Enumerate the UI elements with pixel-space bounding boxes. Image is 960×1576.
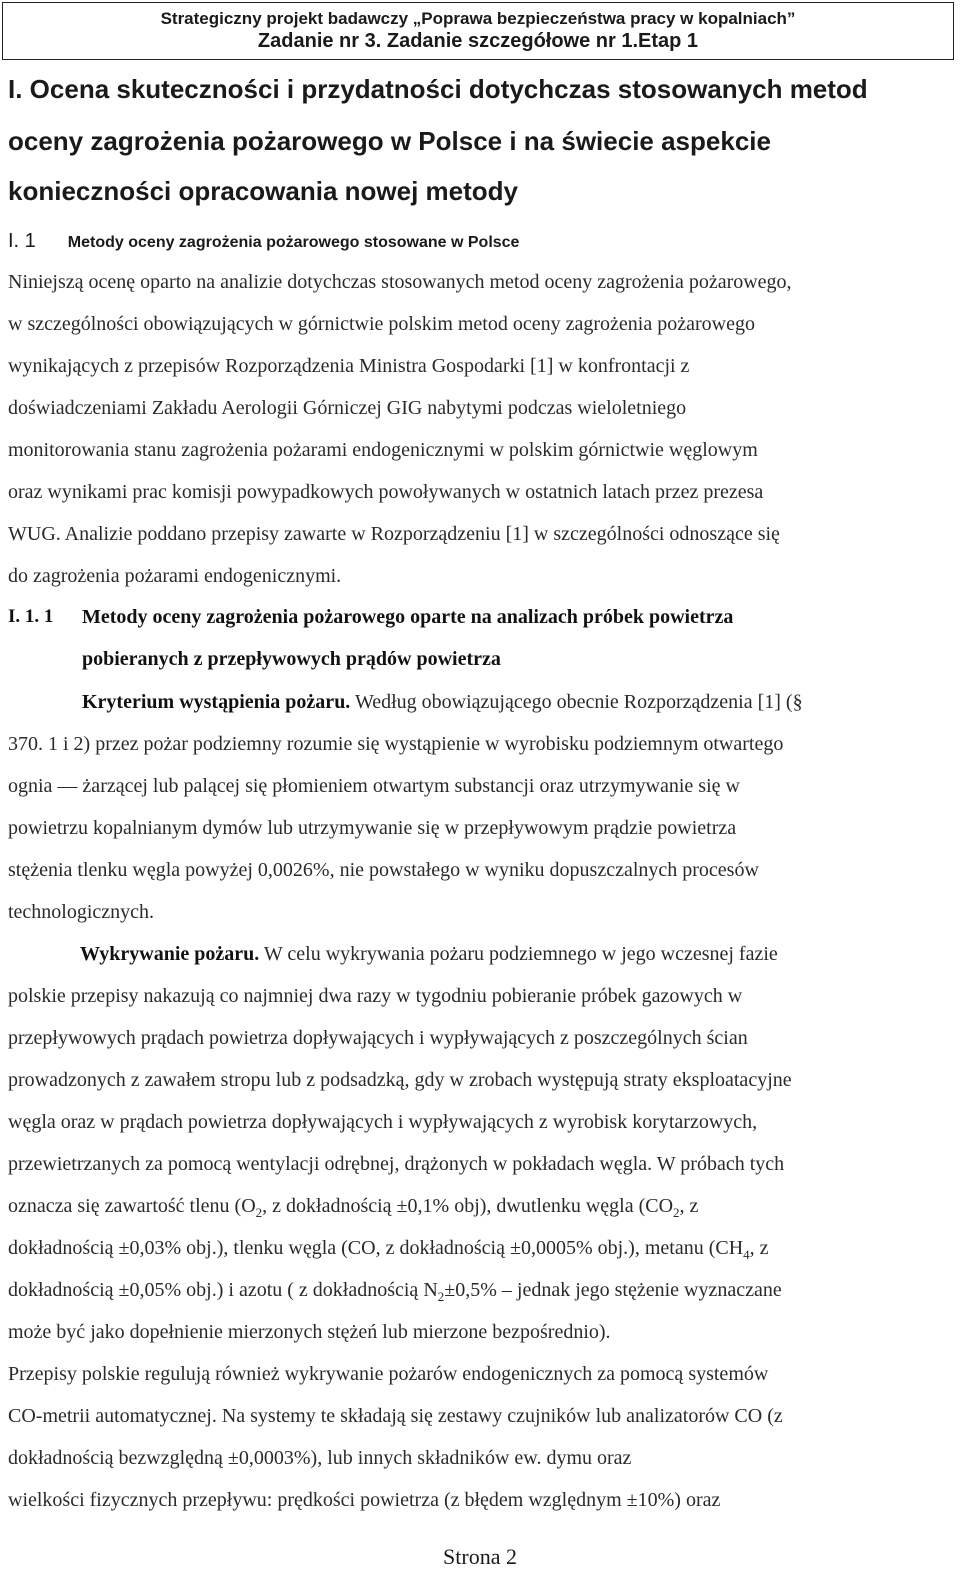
section-title-line-2: oceny zagrożenia pożarowego w Polsce i na świecie aspekcie [8, 126, 771, 156]
para2-first-line [82, 690, 803, 714]
para3-first-line [80, 942, 778, 966]
para1-line: WUG. Analizie poddano przepisy zawarte w Rozporządzeniu [1] w szczególności odnoszące się [8, 523, 780, 545]
para1-line: oraz wynikami prac komisji powypadkowych powoływanych w ostatnich latach przez prezesa [8, 481, 764, 503]
para3-line: węgla oraz w prądach powietrza dopływających i wypływających z wyrobisk korytarzowych, [8, 1111, 758, 1133]
text-span: dokładnością ±0,03% obj.), tlenku węgla (CO, z dokładnością ±0,0005% obj.), metanu (CH [8, 1237, 744, 1259]
para2-line: stężenia tlenku węgla powyżej 0,0026%, nie powstałego w wyniku dopuszczalnych procesów [8, 859, 759, 881]
subsection-title: Metody oceny zagrożenia pożarowego stosowane w Polsce [67, 234, 520, 251]
para1-line: w szczególności obowiązujących w górnictwie polskim metod oceny zagrożenia pożarowego [8, 313, 755, 335]
para3-first-rest: W celu wykrywania pożaru podziemnego w jego wczesnej fazie [259, 943, 778, 965]
para1-line: do zagrożenia pożarami endogenicznymi. [8, 565, 342, 587]
text-span: ±0,5% – jednak jego stężenie wyznaczane [444, 1279, 782, 1301]
para1-line: monitorowania stanu zagrożenia pożarami endogenicznymi w polskim górnictwie węglowym [8, 439, 758, 461]
text-span: , z dokładnością ±0,1% obj), dwutlenku węgla (CO [262, 1195, 674, 1217]
para2-line: 370. 1 i 2) przez pożar podziemny rozumie się wystąpienie w wyrobisku podziemnym otwartego [8, 733, 784, 755]
para3-line: przewietrzanych za pomocą wentylacji odrębnej, drążonych w pokładach węgla. W próbach tych [8, 1153, 785, 1175]
para2-line: ognia — żarzącej lub palącej się płomieniem otwartym substancji oraz utrzymywanie się w [8, 775, 740, 797]
para4-line: CO-metrii automatycznej. Na systemy te składają się zestawy czujników lub analizatorów CO (z [8, 1405, 783, 1427]
detection-lead: Wykrywanie pożaru. [80, 943, 260, 965]
para3-line [8, 1194, 698, 1225]
subsubsection-number: I. 1. 1 [8, 606, 54, 627]
para3-line [8, 1236, 769, 1267]
section-title-line-3: konieczności opracowania nowej metody [8, 176, 519, 206]
subsubsection-title-line-1: Metody oceny zagrożenia pożarowego oparte na analizach próbek powietrza [82, 606, 734, 628]
para1-line: wynikających z przepisów Rozporządzenia Ministra Gospodarki [1] w konfrontacji z [8, 355, 690, 377]
text-span: , z [679, 1195, 699, 1217]
para1-line: doświadczeniami Zakładu Aerologii Górniczej GIG nabytymi podczas wieloletniego [8, 397, 687, 419]
para2-first-rest: Według obowiązującego obecnie Rozporządzenia [1] (§ [350, 691, 803, 713]
subscript: 2 [673, 1205, 680, 1220]
para2-line: technologicznych. [8, 901, 155, 923]
subsection-heading [8, 230, 519, 253]
subsection-number: I. 1 [8, 230, 36, 252]
para3-line: może być jako dopełnienie mierzonych stężeń lub mierzone bezpośrednio). [8, 1321, 611, 1343]
project-title: Strategiczny projekt badawczy „Poprawa bezpieczeństwa pracy w kopalniach” [160, 9, 796, 28]
para4-line: dokładnością bezwzględną ±0,0003%), lub innych składników ew. dymu oraz [8, 1447, 632, 1469]
task-title: Zadanie nr 3. Zadanie szczegółowe nr 1.Etap 1 [257, 30, 699, 52]
para4-line: Przepisy polskie regulują również wykrywanie pożarów endogenicznych za pomocą systemów [8, 1363, 769, 1385]
subscript: 4 [743, 1247, 750, 1262]
page-number: Strona 2 [443, 1544, 517, 1569]
subsubsection-title-line-2: pobieranych z przepływowych prądów powietrza [82, 648, 501, 670]
para4-line: wielkości fizycznych przepływu: prędkości powietrza (z błędem względnym ±10%) oraz [8, 1489, 721, 1511]
text-span: dokładnością ±0,05% obj.) i azotu ( z dokładnością N [8, 1279, 438, 1301]
para3-line: prowadzonych z zawałem stropu lub z podsadzką, gdy w zrobach występują straty eksploatacyjne [8, 1069, 792, 1091]
para3-line: przepływowych prądach powietrza dopływających i wypływających z poszczególnych ścian [8, 1027, 748, 1049]
page-header [2, 2, 954, 60]
section-title-line-1: I. Ocena skuteczności i przydatności dotychczas stosowanych metod [8, 74, 868, 104]
para3-line [8, 1278, 782, 1309]
subscript: 2 [255, 1205, 263, 1220]
text-span: , z [749, 1237, 769, 1259]
para1-line: Niniejszą ocenę oparto na analizie dotychczas stosowanych metod oceny zagrożenia pożarowego, [8, 271, 792, 293]
para3-line: polskie przepisy nakazują co najmniej dwa razy w tygodniu pobieranie próbek gazowych w [8, 985, 743, 1007]
subscript: 2 [437, 1289, 445, 1304]
text-span: oznacza się zawartość tlenu (O [8, 1195, 256, 1217]
para2-line: powietrzu kopalnianym dymów lub utrzymywanie się w przepływowym prądzie powietrza [8, 817, 737, 839]
criterion-lead: Kryterium wystąpienia pożaru. [82, 691, 351, 713]
